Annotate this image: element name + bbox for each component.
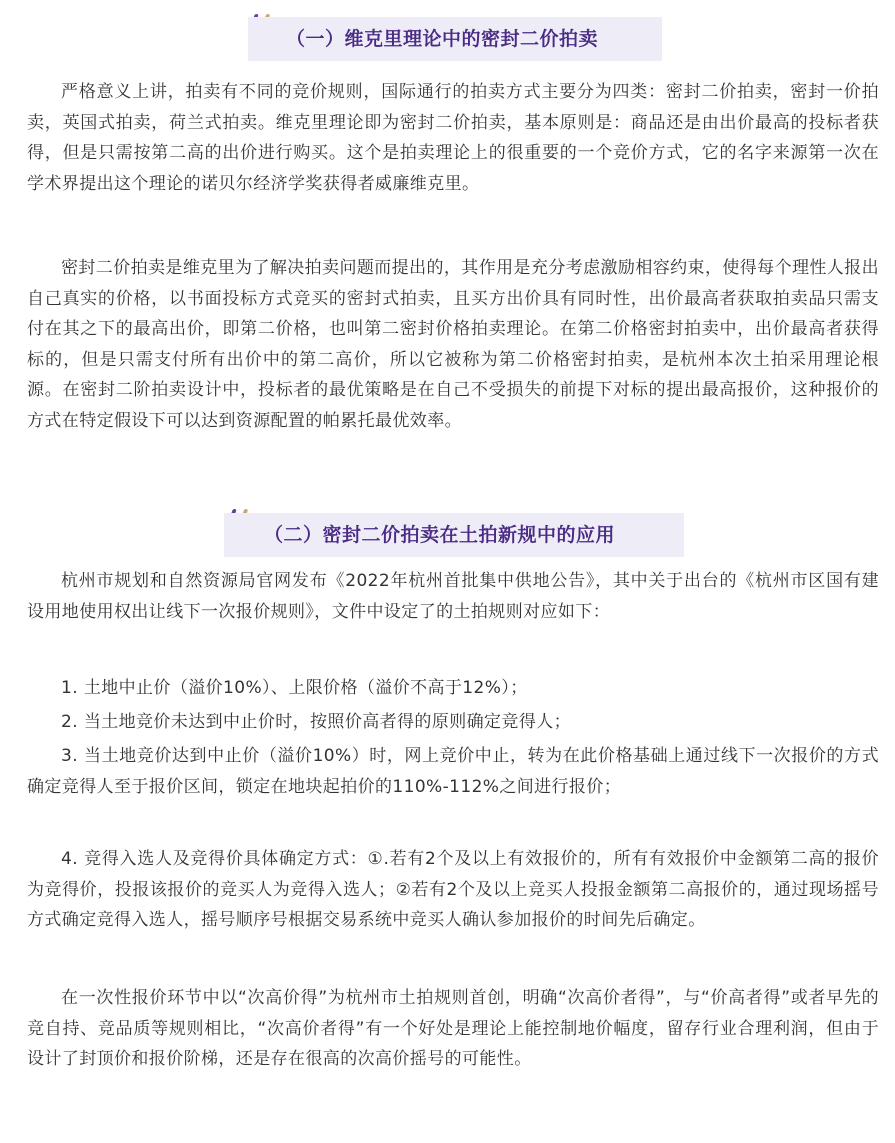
section-heading: （一）维克里理论中的密封二价拍卖 <box>286 28 599 50</box>
section-1-header <box>0 0 895 60</box>
paragraph: 在一次性报价环节中以“次高价得”为杭州市土拍规则首创，明确“次高价者得”，与“价高者得”或者早先的竞自持、竞品质等规则相比，“次高价者得”有一个好处是理论上能控制地价幅度，留存行业合理利润，但由于设计了封顶价和报价阶梯，还是存在很高的次高价摇号的可能性。 <box>27 988 879 1069</box>
paragraph: 密封二价拍卖是维克里为了解决拍卖问题而提出的，其作用是充分考虑激励相容约束，使得每个理性人报出自己真实的价格，以书面投标方式竞买的密封式拍卖，且买方出价具有同时性，出价最高者获取拍卖品只需支付在其之下的最高出价，即第二价格，也叫第二密封价格拍卖理论。在第二价格密封拍卖中，出价最高者获得标的，但是只需支付所有出价中的第二高价，所以它被称为第二价格密封拍卖，是杭州本次土拍采用理论根源。在密封二阶拍卖设计中，投标者的最优策略是在自己不受损失的前提下对标的提出最高报价，这种报价的方式在特定假设下可以达到资源配置的帕累托最优效率。 <box>27 258 879 431</box>
section-heading-box <box>248 17 662 61</box>
list-item: 1. 土地中止价（溢价10%）、上限价格（溢价不高于12%）； <box>61 678 528 698</box>
list-item: 3. 当土地竞价达到中止价（溢价10%）时，网上竞价中止，转为在此价格基础上通过线下一次报价的方式确定竞得人至于报价区间，锁定在地块起拍价的110%-112%之间进行报价； <box>27 746 879 797</box>
section-heading: （二）密封二价拍卖在土拍新规中的应用 <box>264 524 616 546</box>
paragraph: 杭州市规划和自然资源局官网发布《2022年杭州首批集中供地公告》，其中关于出台的《杭州市区国有建设用地使用权出让线下一次报价规则》，文件中设定了的土拍规则对应如下： <box>27 571 879 622</box>
section-2-header <box>0 496 895 556</box>
list-item: 4. 竞得入选人及竞得价具体确定方式：①.若有2个及以上有效报价的，所有有效报价中金额第二高的报价为竞得价，投报该报价的竞买人为竞得入选人；②若有2个及以上竞买人投报金额第二高报价的，通过现场摇号方式确定竞得入选人，摇号顺序号根据交易系统中竞买人确认参加报价的时间先后确定。 <box>27 849 879 930</box>
section-heading-box <box>224 513 684 557</box>
list-item: 2. 当土地竞价未达到中止价时，按照价高者得的原则确定竞得人； <box>61 712 572 732</box>
paragraph: 严格意义上讲，拍卖有不同的竞价规则，国际通行的拍卖方式主要分为四类：密封二价拍卖，密封一价拍卖，英国式拍卖，荷兰式拍卖。维克里理论即为密封二价拍卖，基本原则是：商品还是由出价最高的投标者获得，但是只需按第二高的出价进行购买。这个是拍卖理论上的很重要的一个竞价方式，它的名字来源第一次在学术界提出这个理论的诺贝尔经济学奖获得者威廉维克里。 <box>27 82 879 194</box>
